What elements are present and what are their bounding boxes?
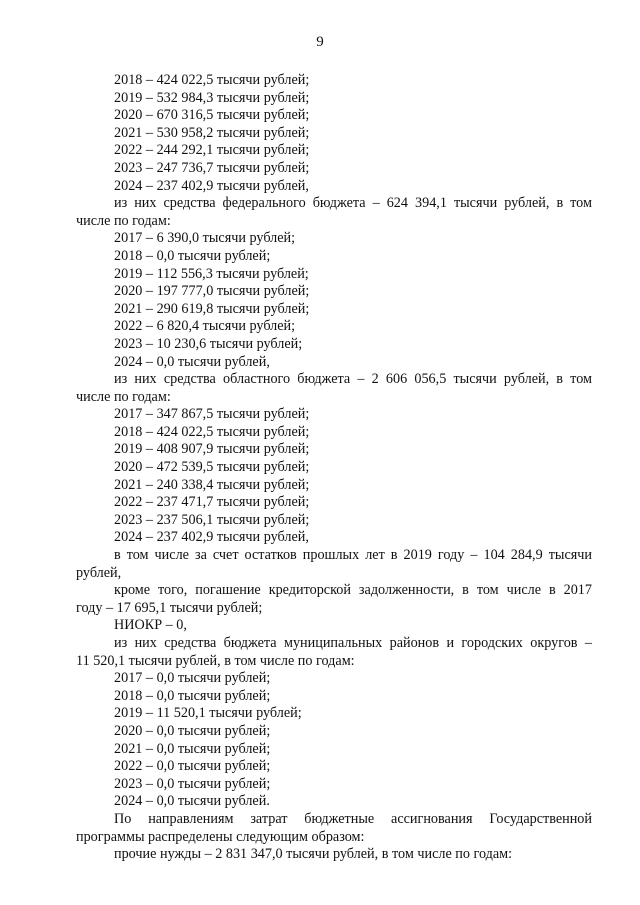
text-line: 2018 – 0,0 тысячи рублей; — [114, 687, 271, 704]
text-line: числе по годам: — [76, 388, 171, 405]
text-line: 2017 – 0,0 тысячи рублей; — [114, 670, 271, 687]
text-line: программы распределены следующим образом: — [76, 828, 365, 845]
text-line: в том числе за счет остатков прошлых лет в 2019 году – 104 284,9 тысячи — [114, 547, 592, 564]
text-line: 2022 – 244 292,1 тысячи рублей; — [114, 142, 310, 159]
text-line: кроме того, погашение кредиторской задолженности, в том числе в 2017 — [114, 582, 592, 599]
text-line: году – 17 695,1 тысячи рублей; — [76, 599, 263, 616]
text-line: 2024 – 0,0 тысячи рублей. — [114, 793, 270, 810]
text-line: 2019 – 532 984,3 тысячи рублей; — [114, 89, 310, 106]
text-line: 2021 – 290 619,8 тысячи рублей; — [114, 300, 310, 317]
text-line: 2017 – 6 390,0 тысячи рублей; — [114, 230, 296, 247]
text-line: 2020 – 0,0 тысячи рублей; — [114, 722, 271, 739]
text-line: 2023 – 237 506,1 тысячи рублей; — [114, 511, 310, 528]
text-line: 2018 – 424 022,5 тысячи рублей; — [114, 72, 310, 88]
text-line: 2023 – 247 736,7 тысячи рублей; — [114, 159, 310, 176]
text-line: НИОКР – 0, — [114, 617, 187, 634]
text-line: рублей, — [76, 564, 122, 581]
text-line: 2019 – 11 520,1 тысячи рублей; — [114, 705, 302, 722]
text-line: 2023 – 10 230,6 тысячи рублей; — [114, 335, 303, 352]
text-line: 2020 – 197 777,0 тысячи рублей; — [114, 283, 310, 300]
text-line: 2022 – 6 820,4 тысячи рублей; — [114, 318, 296, 335]
document-body — [76, 72, 592, 864]
text-line: 2021 – 240 338,4 тысячи рублей; — [114, 476, 310, 493]
text-line: числе по годам: — [76, 212, 171, 229]
text-line: 2018 – 424 022,5 тысячи рублей; — [114, 423, 310, 440]
text-line: из них средства областного бюджета – 2 606 056,5 тысячи рублей, в том — [114, 371, 592, 388]
text-line: 2022 – 237 471,7 тысячи рублей; — [114, 494, 310, 511]
text-line: 2019 – 408 907,9 тысячи рублей; — [114, 441, 310, 458]
text-line: 2023 – 0,0 тысячи рублей; — [114, 775, 271, 792]
text-line: 2021 – 530 958,2 тысячи рублей; — [114, 124, 310, 141]
text-line: 2020 – 670 316,5 тысячи рублей; — [114, 107, 310, 124]
text-line: 2017 – 347 867,5 тысячи рублей; — [114, 406, 310, 423]
text-line: 2018 – 0,0 тысячи рублей; — [114, 247, 271, 264]
text-line: 2021 – 0,0 тысячи рублей; — [114, 740, 271, 757]
text-line: 2024 – 0,0 тысячи рублей, — [114, 353, 270, 370]
text-line: из них средства федерального бюджета – 624 394,1 тысячи рублей, в том — [114, 195, 592, 212]
text-line: 2024 – 237 402,9 тысячи рублей, — [114, 177, 309, 194]
text-line: из них средства бюджета муниципальных районов и городских округов – — [114, 635, 592, 651]
text-line: прочие нужды – 2 831 347,0 тысячи рублей, в том числе по годам: — [114, 846, 513, 863]
text-line: 2019 – 112 556,3 тысячи рублей; — [114, 265, 309, 282]
text-line: 2024 – 237 402,9 тысячи рублей, — [114, 529, 309, 546]
text-line: 2022 – 0,0 тысячи рублей; — [114, 758, 271, 775]
text-line: 11 520,1 тысячи рублей, в том числе по годам: — [76, 652, 355, 669]
text-line: По направлениям затрат бюджетные ассигнования Государственной — [114, 810, 592, 827]
page-number: 9 — [316, 34, 324, 50]
text-line: 2020 – 472 539,5 тысячи рублей; — [114, 459, 310, 476]
